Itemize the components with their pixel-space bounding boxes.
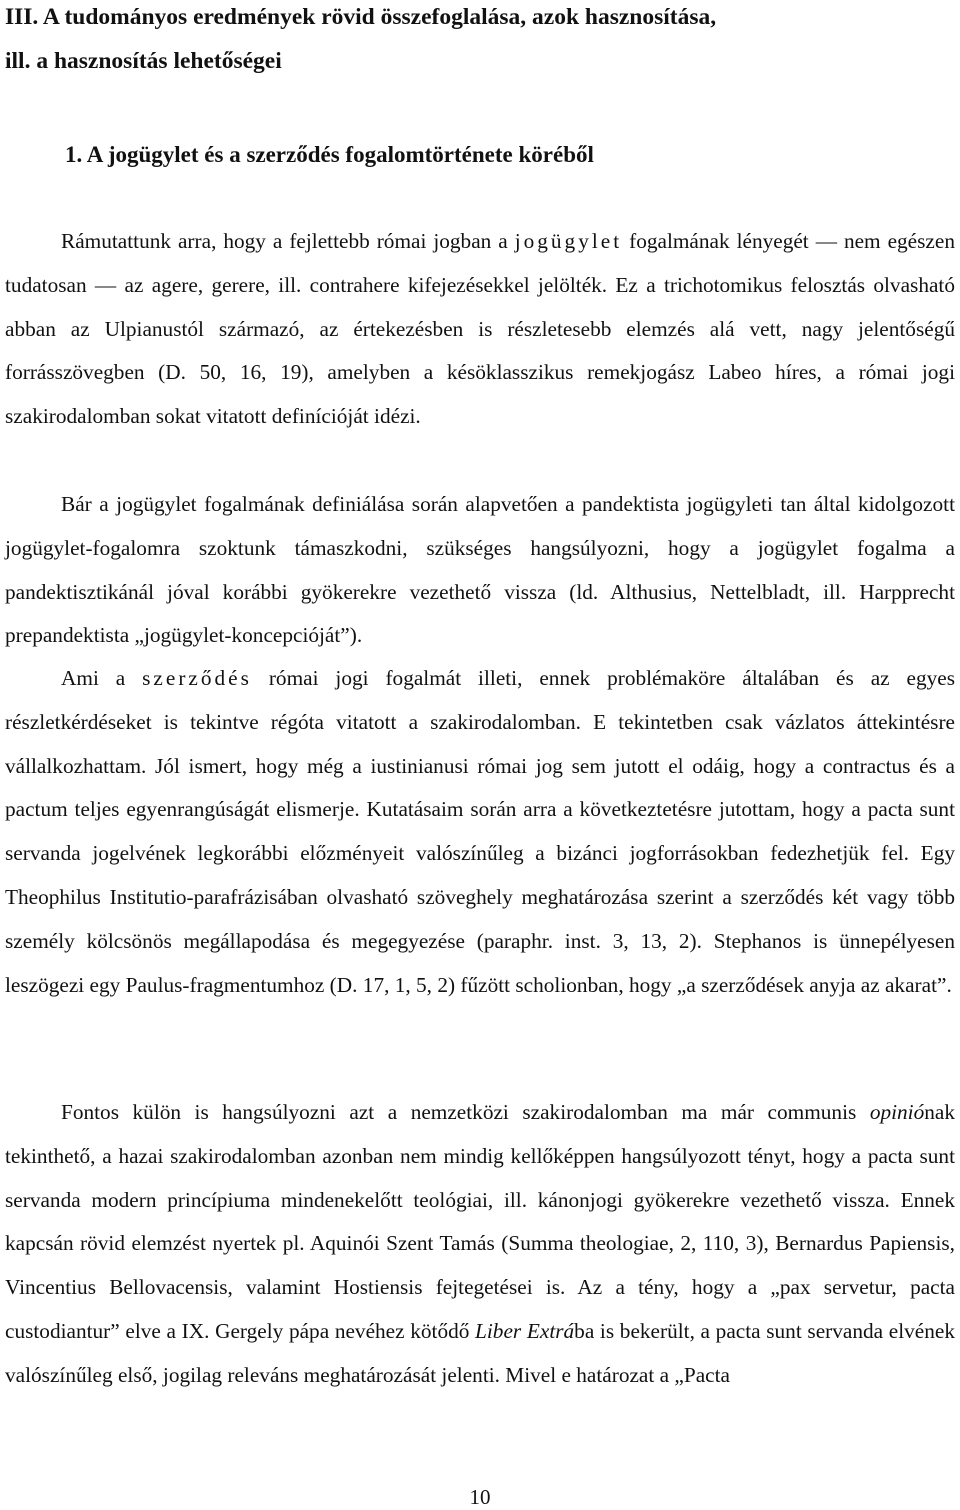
paragraph-1 — [5, 220, 955, 439]
paragraph-1-term: jogügylet — [514, 229, 623, 253]
chapter-heading-line-1: III. A tudományos eredmények rövid összefoglalása, azok hasznosítása, — [5, 4, 717, 30]
paragraph-4-italic-liber-extra: Liber Extrá — [475, 1318, 575, 1343]
paragraph-4-italic-opinio: opinió — [869, 1100, 925, 1124]
paragraph-4 — [5, 1091, 955, 1398]
paragraph-3-text-a: Ami a — [61, 666, 143, 690]
paragraph-3-text-c: római jogi fogalmát illeti, ennek problémaköre általában és az egyes részletkérdéseket is tekintve régóta vitatott a szakirodalomban. E tekintetben csak vázlatos áttekintésre vállalkozhattam. Jól ismert, hogy még a iustinianusi római jog sem jutott el odáig, hogy a contractus és a pactum teljes egyenrangúságát elismerje. Kutatásaim során arra a következtetésre jutottam, hogy a pacta sunt servanda jogelvének legkorábbi előzményeit valószínűleg a bizánci jogforrásokban fedezhetjük fel. Egy Theophilus Institutio-parafrázisában olvasható szöveghely meghatározása szerint a szerződés két vagy több személy kölcsönös megállapodása és megegyezése (paraphr. inst. 3, 13, 2). Stephanos is ünnepélyesen leszögezi egy Paulus-fragmentumhoz (D. 17, 1, 5, 2) fűzött scholionban, hogy „a szerződések anyja az akarat”. — [5, 666, 955, 997]
page-number: 10 — [469, 1485, 491, 1509]
paragraph-3 — [5, 657, 955, 1007]
paragraph-4-text-e: ba is bekerült, a pacta sunt servanda elvének valószínűleg első, jogilag releváns meghatározását jelenti. Mivel e határozat a „Pacta — [5, 1318, 955, 1387]
paragraph-1-text-c: fogalmának lényegét — nem egészen tudatosan — az agere, gerere, ill. contrahere kifejezésekkel jelölték. Ez a trichotomikus felosztás olvasható abban az Ulpianustól származó, az értekezésben is részletesebb elemzés alá vett, nagy jelentőségű forrásszövegben (D. 50, 16, 19), amelyben a késöklasszikus remekjogász Labeo híres, a római jogi szakirodalomban sokat vitatott definícióját idézi. — [5, 229, 955, 429]
paragraph-2: Bár a jogügylet fogalmának definiálása során alapvetően a pandektista jogügyleti tan által kidolgozott jogügylet-fogalomra szoktunk támaszkodni, szükséges hangsúlyozni, hogy a jogügylet fogalma a pandektisztikánál jóval korábbi gyökerekre vezethető vissza (ld. Althusius, Nettelbladt, ill. Harpprecht prepandektista „jogügylet-koncepcióját”). — [5, 492, 955, 648]
paragraph-4-text-c: nak tekinthető, a hazai szakirodalomban azonban nem mindig kellőképpen hangsúlyozott tényt, hogy a pacta sunt servanda modern princípiuma mindenekelőtt teológiai, ill. kánonjogi gyökerekre vezethető vissza. Ennek kapcsán rövid elemzést nyertek pl. Aquinói Szent Tamás (Summa theologiae, 2, 110, 3), Bernardus Papiensis, Vincentius Bellovacensis, valamint Hostiensis fejtegetései is. Az a tény, hogy a „pax servetur, pacta custodiantur” elve a IX. Gergely pápa nevéhez kötődő — [5, 1100, 955, 1343]
chapter-heading-line-2: ill. a hasznosítás lehetőségei — [5, 48, 282, 74]
paragraph-4-text-a: Fontos külön is hangsúlyozni azt a nemzetközi szakirodalomban ma már communis — [61, 1100, 870, 1124]
section-title: 1. A jogügylet és a szerződés fogalomtörténete köréből — [65, 142, 594, 167]
paragraph-3-term: szerződés — [142, 666, 252, 690]
paragraph-1-text-a: Rámutattunk arra, hogy a fejlettebb római jogban a — [61, 229, 515, 253]
